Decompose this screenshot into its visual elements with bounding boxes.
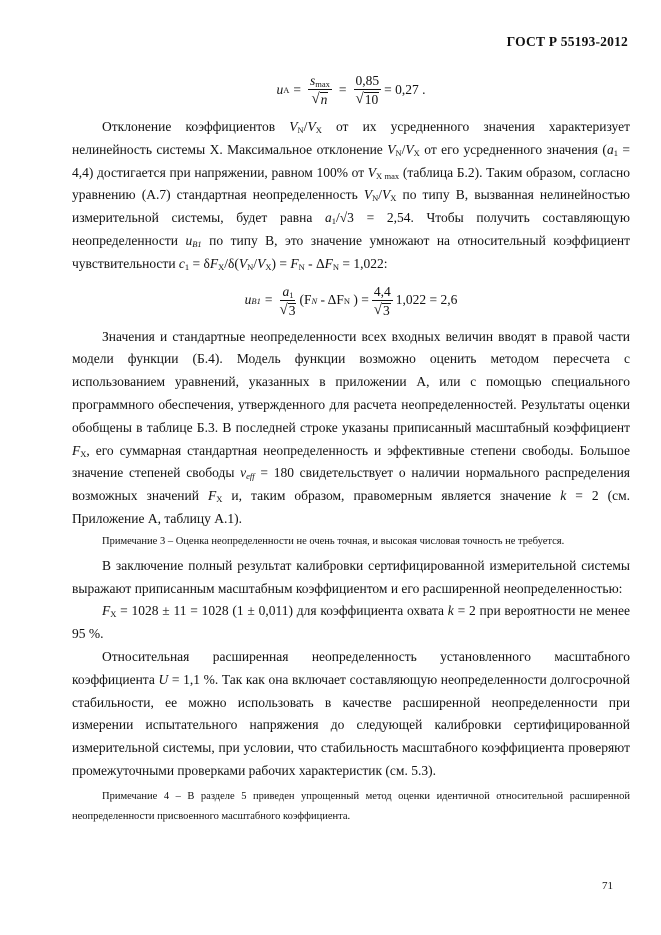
sqrt-icon: √ xyxy=(311,91,320,107)
paragraph-input-values: Значения и стандартные неопределенности всех входных величин вводят в правой части модели функции (Б.4). Модель функции возможно оценить методом пересчета с использованием уравнений, указанных в приложении А, или с помощью специального программного обеспечения, утвержденного для расчета неопределенностей. Результаты оценки обобщены в таблице Б.3. В последней строке указаны приписанный масштабный коэффициент $F_X$, его суммарная стандартная неопределенность и эффективные степени свободы. Большое значение степеней свободы $v_{eff} = 180$ свидетельствует о наличии нормального распределения возможных значений $F_X$ и, таким образом, правомерным является значение k = 2 (см. Приложение А, таблицу А.1). xyxy=(72,328,631,526)
formula-ua: u A = $s_{max}$ √ n = 0,85 √ 10 = 0,27 . xyxy=(276,73,426,107)
document-header: ГОСТ Р 55193-2012 xyxy=(506,34,628,49)
fraction-smax-sqrt-n: $s_{max}$ √ n xyxy=(309,73,330,107)
paragraph-deviation: Отклонение коэффициентов $V_N/V_X$ от их усредненного значения характеризует нелинейность системы X. Максимальное отклонение $V_N/V_X$ от его усредненного значения $(a_1 = 4,4)$ достигается при напряжении, равном 100% от $V_{X max}$ (таблица Б.2). Таким образом, согласно уравнению (А.7) стандартная неопределенность $V_N/V_X$ по типу В, вызванная нелинейностью измерительной системы, будет равна $a_1/√3 = 2,54$. Чтобы получить составляющую неопределенности $u_{B1}$ по типу В, это значение умножают на относительный коэффициент чувствительности $c_1 = \delta F_X/\delta(V_N/V_X) = F_N - \Delta F_N = 1,022$: xyxy=(72,119,631,272)
formula-ub1: u B1 = $a_1$ √ 3 (F N - ΔF N ) = 4,4 √ 3 1,022 = 2,6 xyxy=(244,283,458,318)
paragraph-result: $F_X = 1028 \pm 11 = 1028$ (1 ± 0,011) для коэффициента охвата k = 2 при вероятности не менее 95 %. xyxy=(72,603,630,642)
fraction-a1-sqrt-3: $a_1$ √ 3 xyxy=(279,283,296,318)
page-number: 71 xyxy=(602,880,613,892)
paragraph-relative-uncertainty: Относительная расширенная неопределенность установленного масштабного коэффициента U = 1,1 %. Так как она включает составляющую неопределенности долгосрочной стабильности, ее можно использовать в качестве расширенной неопределенности при измерении испытательного напряжения до следующей калибровки сертифицированной измерительной системы, при условии, что стабильность масштабного коэффициента проверяют промежуточными проверками рабочих характеристик (см. 5.3). xyxy=(72,648,630,778)
note-4: Примечание 4 – В разделе 5 приведен упрощенный метод оценки идентичной относительной расширенной неопределенности присвоенного масштабного коэффициента. xyxy=(72,790,630,822)
sqrt-icon: √ xyxy=(279,301,288,318)
page-content xyxy=(72,64,630,830)
note-3: Примечание 3 – Оценка неопределенности не очень точная, и высокая числовая точность не требуется. xyxy=(102,535,565,547)
sqrt-icon: √ xyxy=(355,91,364,107)
paragraph-conclusion: В заключение полный результат калибровки сертифицированной измерительной системы выражают приписанным масштабным коэффициентом и его расширенной неопределенностью: xyxy=(72,557,630,596)
fraction-44-sqrt-3: 4,4 √ 3 xyxy=(373,283,391,318)
sqrt-icon: √ xyxy=(373,301,383,318)
fraction-085-sqrt-10: 0,85 √ 10 xyxy=(355,73,380,107)
